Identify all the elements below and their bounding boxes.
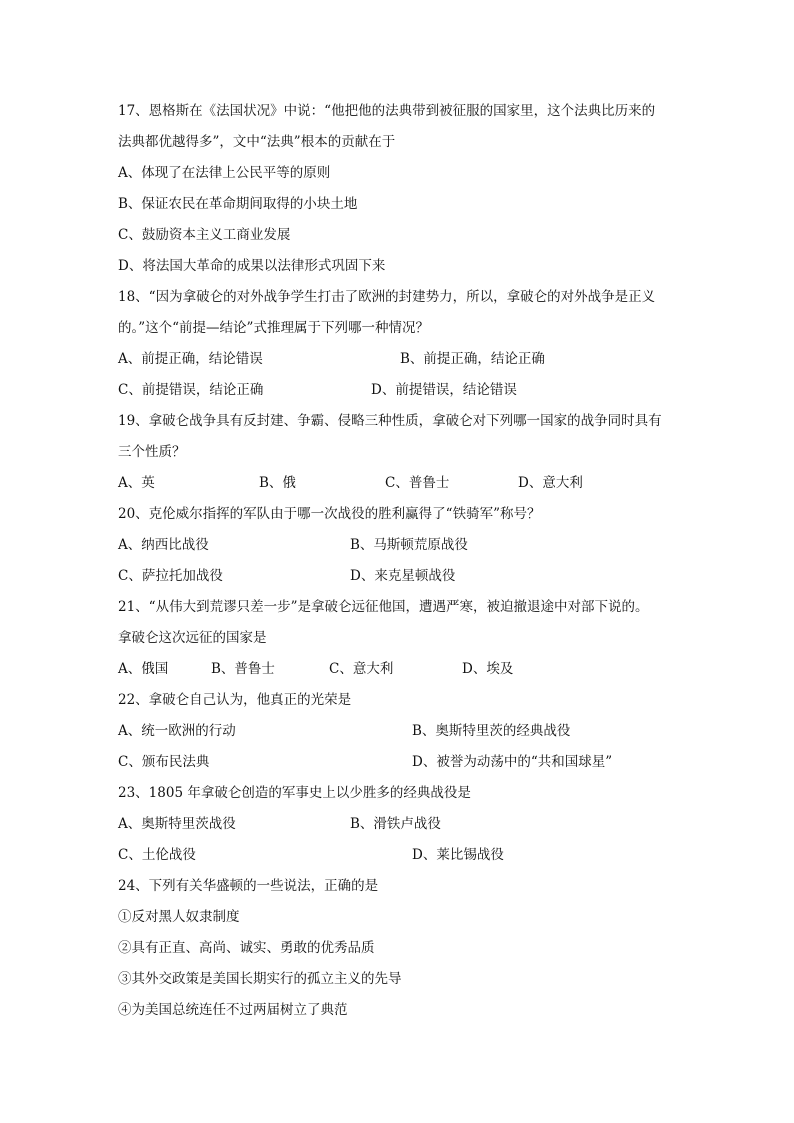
q18-option-b: B、前提正确，结论正确 [400, 351, 545, 367]
q18-options-row2 [118, 375, 678, 406]
q23-option-b: B、滑铁卢战役 [350, 816, 441, 832]
q24-statement-2: ②具有正直、高尚、诚实、勇敢的优秀品质 [118, 940, 375, 956]
q22-stem-line1: 22、拿破仑自己认为，他真正的光荣是 [118, 692, 352, 708]
q17-option-b: B、保证农民在革命期间取得的小块土地 [118, 196, 358, 212]
q22-option-d: D、被誉为动荡中的“共和国球星” [412, 754, 613, 770]
q23-option-a: A、奥斯特里茨战役 [118, 816, 236, 832]
q21-option-a: A、俄国 [118, 661, 169, 677]
q21-stem-line1: 21、“从伟大到荒谬只差一步”是拿破仑远征他国，遭遇严寒，被迫撤退途中对部下说的。 [118, 599, 649, 615]
q19-stem-line1: 19、拿破仑战争具有反封建、争霸、侵略三种性质，拿破仑对下列哪一国家的战争同时具有 [118, 413, 662, 429]
q21-options-row [118, 654, 678, 685]
q20-option-a: A、纳西比战役 [118, 537, 209, 553]
q19-option-b: B、俄 [259, 475, 296, 491]
exam-page [118, 96, 678, 1026]
q18-option-c: C、前提错误，结论正确 [118, 382, 264, 398]
q23-options-row1 [118, 809, 678, 840]
q21-option-c: C、意大利 [329, 661, 394, 677]
q20-option-c: C、萨拉托加战役 [118, 568, 223, 584]
q22-options-row1 [118, 716, 678, 747]
q18-option-d: D、前提错误，结论错误 [371, 382, 517, 398]
q19-stem-line2: 三个性质？ [118, 444, 186, 460]
q20-stem-line1: 20、克伦威尔指挥的军队由于哪一次战役的胜利赢得了“铁骑军”称号？ [118, 506, 541, 522]
q20-option-b: B、马斯顿荒原战役 [350, 537, 468, 553]
q18-option-a: A、前提正确，结论错误 [118, 351, 263, 367]
q23-option-c: C、土伦战役 [118, 847, 196, 863]
q24-statement-4: ④为美国总统连任不过两届树立了典范 [118, 1002, 348, 1018]
q23-option-d: D、莱比锡战役 [412, 847, 504, 863]
q24-stem-line1: 24、下列有关华盛顿的一些说法，正确的是 [118, 878, 379, 894]
q17-option-c: C、鼓励资本主义工商业发展 [118, 227, 291, 243]
q19-option-c: C、普鲁士 [385, 475, 450, 491]
q22-option-c: C、颁布民法典 [118, 754, 210, 770]
q23-options-row2 [118, 840, 678, 871]
q19-option-a: A、英 [118, 475, 155, 491]
q17-option-a: A、体现了在法律上公民平等的原则 [118, 165, 331, 181]
q19-options-row [118, 468, 678, 499]
q20-options-row2 [118, 561, 678, 592]
q24-statement-1: ①反对黑人奴隶制度 [118, 909, 240, 925]
q18-stem-line2: 的。”这个“前提—结论”式推理属于下列哪一种情况？ [118, 320, 429, 336]
q17-stem-line2: 法典都优越得多”，文中“法典”根本的贡献在于 [118, 134, 396, 150]
q17-option-d: D、将法国大革命的成果以法律形式巩固下来 [118, 258, 386, 274]
q21-stem-line2: 拿破仑这次远征的国家是 [118, 630, 267, 646]
q22-option-a: A、统一欧洲的行动 [118, 723, 236, 739]
q19-option-d: D、意大利 [518, 475, 583, 491]
q22-options-row2 [118, 747, 678, 778]
q18-options-row1 [118, 344, 678, 375]
q23-stem-line1: 23、1805 年拿破仑创造的军事史上以少胜多的经典战役是 [118, 785, 471, 801]
q18-stem-line1: 18、“因为拿破仑的对外战争学生打击了欧洲的封建势力，所以，拿破仑的对外战争是正义 [118, 289, 656, 305]
q17-stem-line1: 17、恩格斯在《法国状况》中说：“他把他的法典带到被征服的国家里，这个法典比历来的 [118, 103, 656, 119]
q21-option-d: D、埃及 [462, 661, 514, 677]
q20-options-row1 [118, 530, 678, 561]
q24-statement-3: ③其外交政策是美国长期实行的孤立主义的先导 [118, 971, 402, 987]
q21-option-b: B、普鲁士 [211, 661, 275, 677]
q22-option-b: B、奥斯特里茨的经典战役 [412, 723, 571, 739]
q20-option-d: D、来克星顿战役 [350, 568, 456, 584]
